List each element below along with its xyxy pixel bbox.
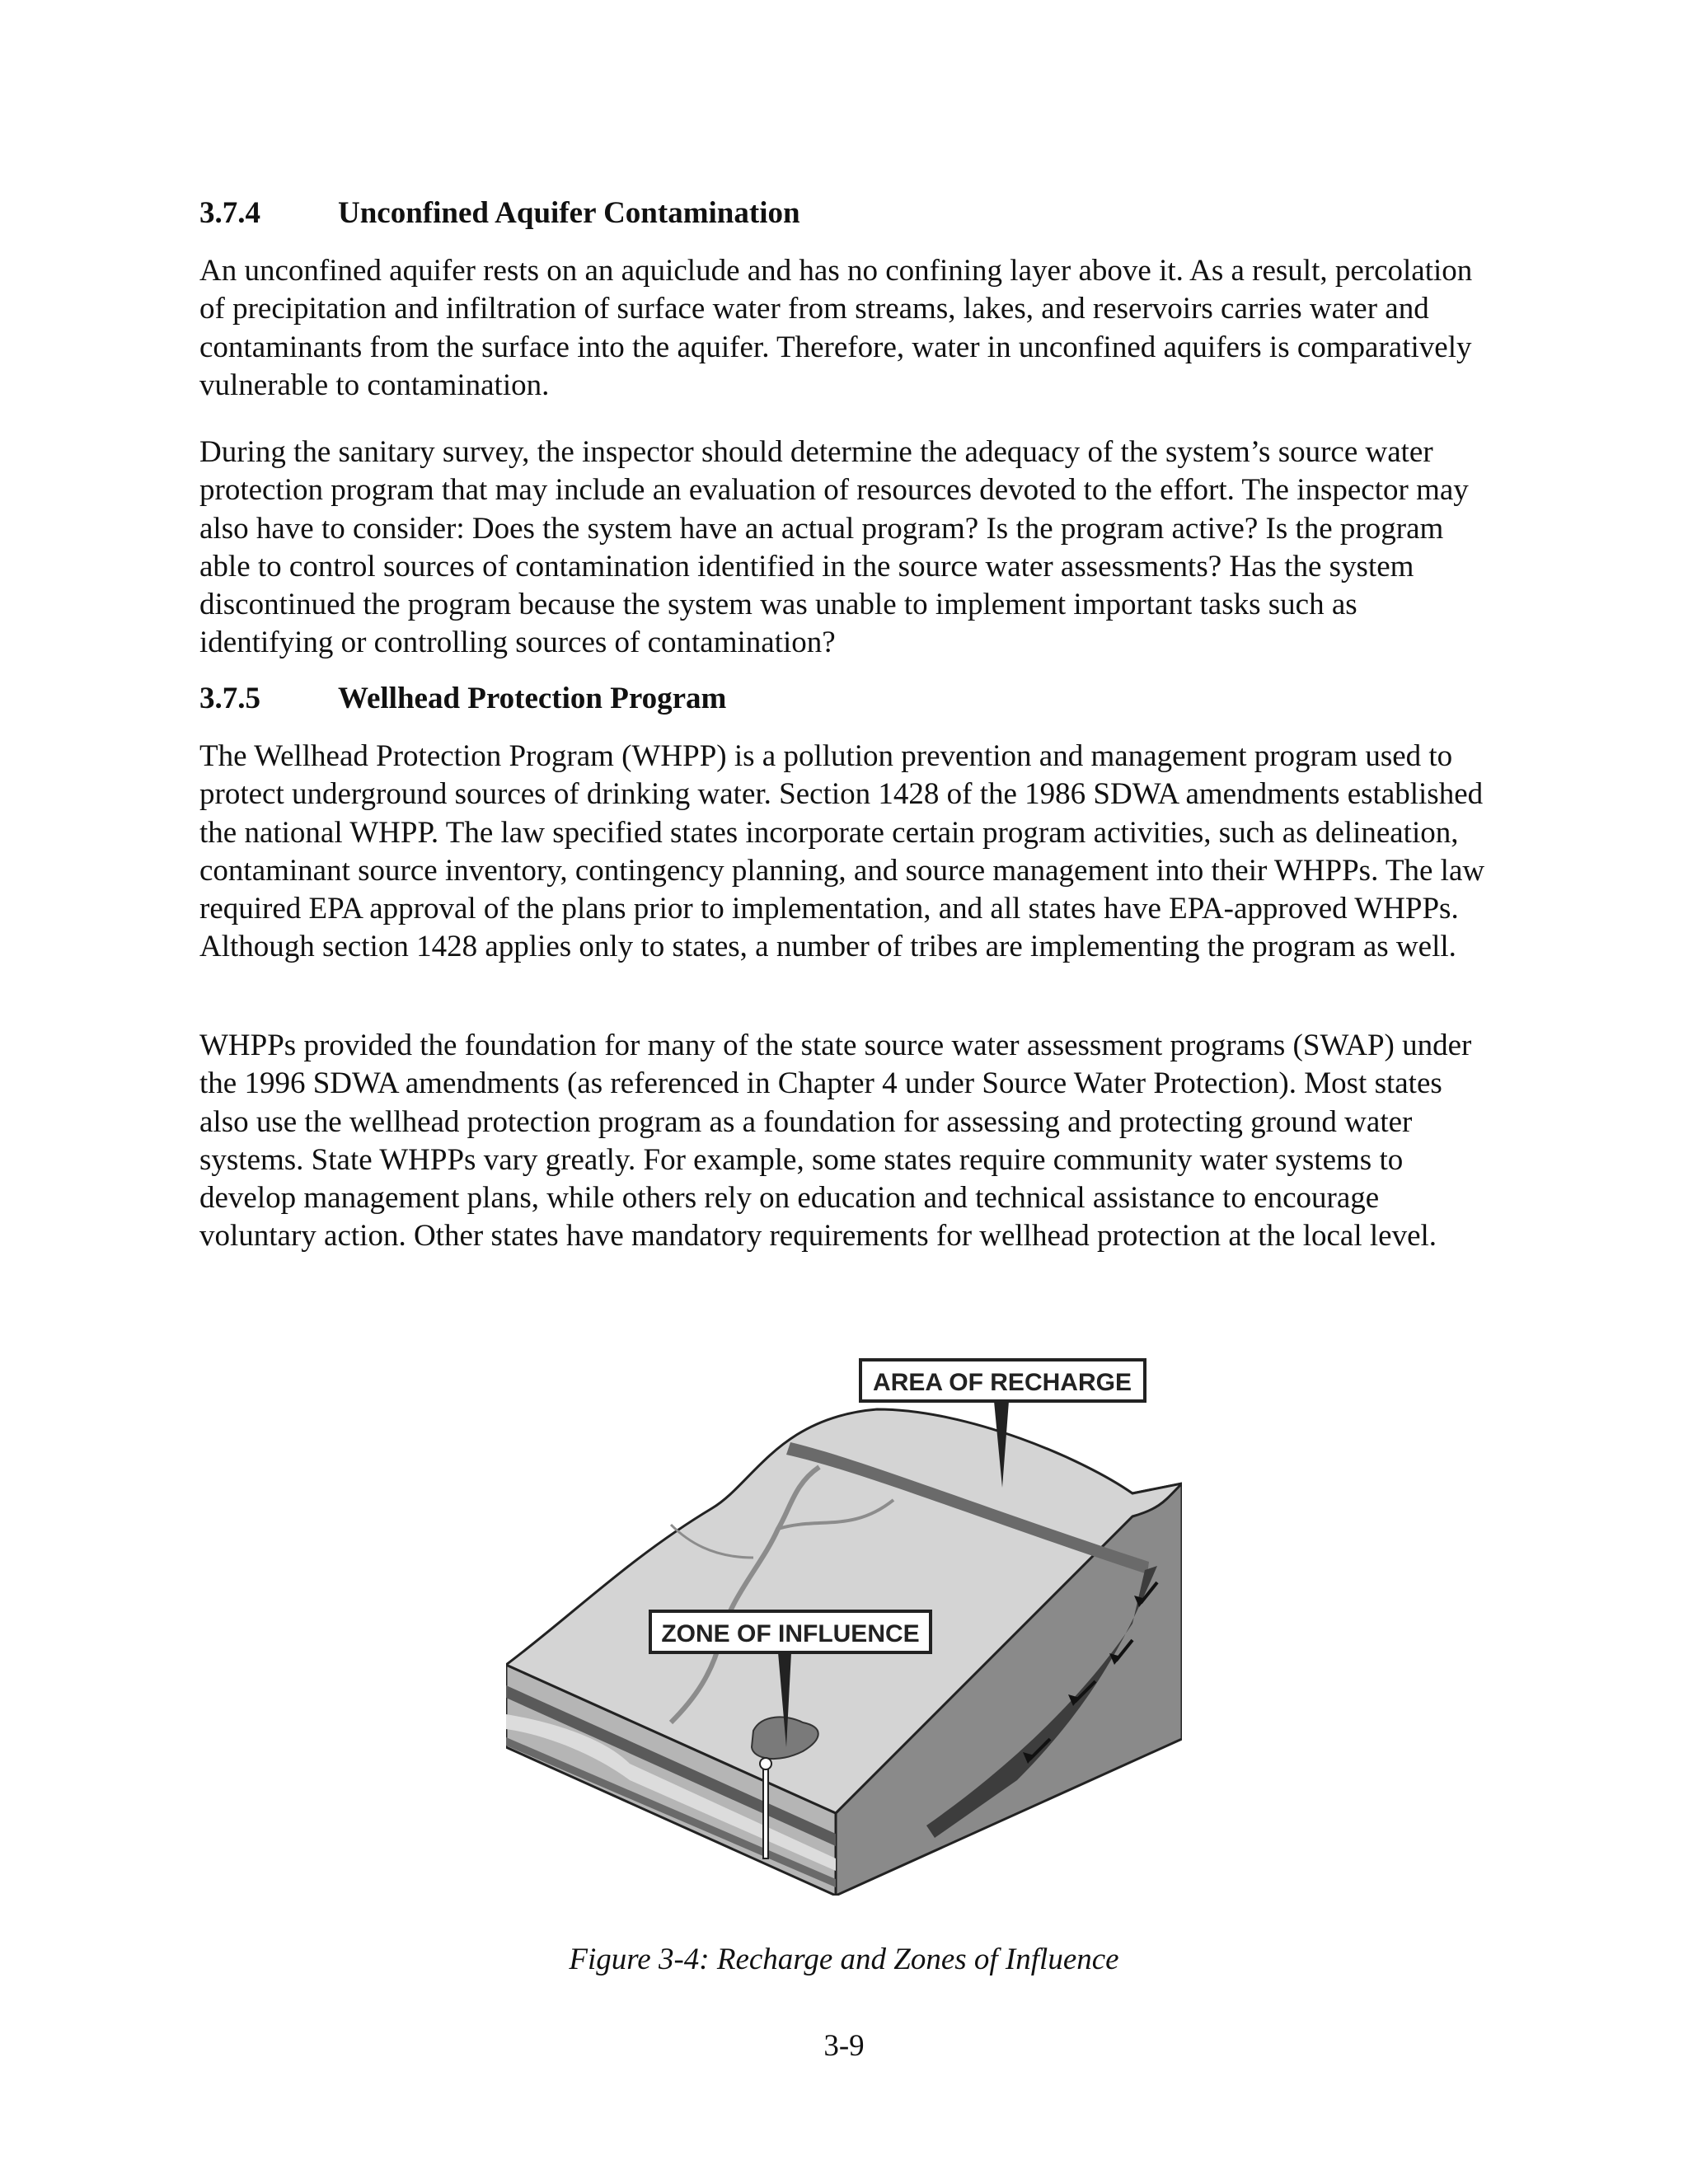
paragraph-unconfined-aquifer: An unconfined aquifer rests on an aquiclude and has no confining layer above it. As a result, percolation of precipitation and infiltration of surface water from streams, lakes, and reservoirs carries water and contaminants from the surface into the aquifer. Therefore, water in unconfined aquifers is comparatively vulnerable to contamination. (199, 254, 1473, 402)
section-title: Unconfined Aquifer Contamination (338, 196, 800, 230)
zone-of-influence-label: ZONE OF INFLUENCE (661, 1620, 920, 1647)
page-number: 3-9 (823, 2029, 865, 2063)
paragraph-whpp-states: WHPPs provided the foundation for many of the state source water assessment programs (SWAP) under the 1996 SDWA amendments (as referenced in Chapter 4 under Source Water Protection). Most states also use the wellhead protection program as a foundation for assessing and protecting ground water systems. State WHPPs vary greatly. For example, some states require community water systems to develop management plans, while others rely on education and technical assistance to encourage voluntary action. Other states have mandatory requirements for wellhead protection at the local level. (199, 1029, 1472, 1254)
section-title: Wellhead Protection Program (338, 682, 727, 715)
figure-caption: Figure 3-4: Recharge and Zones of Influence (569, 1943, 1119, 1976)
paragraph-whpp-intro: The Wellhead Protection Program (WHPP) is a pollution prevention and management program used to protect underground sources of drinking water. Section 1428 of the 1986 SDWA amendments established the national WHPP. The law specified states incorporate certain program activities, such as delineation, contaminant source inventory, contingency planning, and source management into their WHPPs. The law required EPA approval of the plans prior to implementation, and all states have EPA-approved WHPPs. Although section 1428 applies only to states, a number of tribes are implementing the program as well. (199, 739, 1485, 964)
section-heading-3-7-4 (199, 194, 800, 232)
section-number: 3.7.4 (199, 196, 260, 230)
figure-recharge-zones (506, 1352, 1182, 1896)
block-diagram-illustration (506, 1352, 1182, 1896)
section-heading-3-7-5 (199, 680, 726, 718)
section-number: 3.7.5 (199, 682, 260, 715)
paragraph-sanitary-survey: During the sanitary survey, the inspector should determine the adequacy of the system’s source water protection program that may include an evaluation of resources devoted to the effort. The inspector may also have to consider: Does the system have an actual program? Is the program active? Is the program able to control sources of contamination identified in the source water assessments? Has the system discontinued the program because the system was unable to implement important tasks such as identifying or controlling sources of contamination? (199, 435, 1469, 660)
area-of-recharge-label: AREA OF RECHARGE (873, 1369, 1132, 1396)
